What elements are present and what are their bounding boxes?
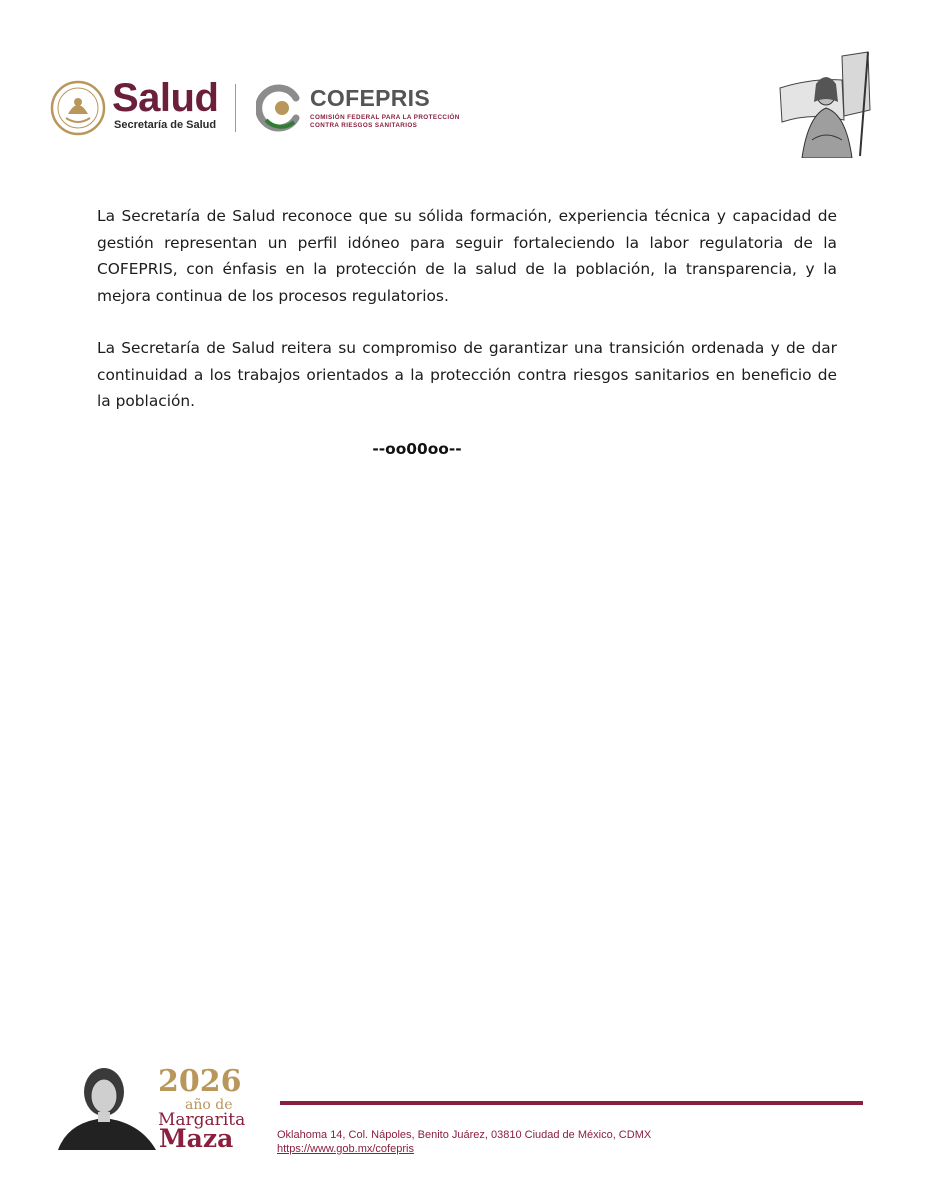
- cofepris-subtitle-line2: CONTRA RIESGOS SANITARIOS: [310, 122, 418, 129]
- year-number: 2026: [158, 1064, 242, 1099]
- woman-with-flag-illustration: [772, 50, 876, 158]
- margarita-maza-portrait: [58, 1060, 158, 1150]
- closing-mark: --oo00oo--: [372, 440, 462, 458]
- cofepris-title: COFEPRIS: [310, 85, 430, 111]
- statement-body: [97, 203, 837, 441]
- footer-address: Oklahoma 14, Col. Nápoles, Benito Juárez, 03810 Ciudad de México, CDMX: [277, 1129, 652, 1141]
- cofepris-logo-icon: [256, 84, 304, 132]
- salud-subtitle: Secretaría de Salud: [114, 119, 217, 131]
- header-divider: [235, 84, 236, 132]
- letterhead: [0, 0, 927, 170]
- year-caption: año de: [185, 1097, 233, 1113]
- paragraph-commitment: La Secretaría de Salud reitera su compromiso de garantizar una transición ordenada y de dar continuidad a los trabajos orientados a la protección contra riesgos sanitarios en beneficio de la población.: [97, 339, 837, 410]
- footer-divider: [280, 1101, 863, 1105]
- year-name-last: Maza: [159, 1124, 234, 1153]
- cofepris-subtitle-line1: COMISIÓN FEDERAL PARA LA PROTECCIÓN: [310, 114, 460, 121]
- salud-title: Salud: [112, 76, 219, 120]
- paragraph-recognition: La Secretaría de Salud reconoce que su sólida formación, experiencia técnica y capacidad de gestión representan un perfil idóneo para seguir fortaleciendo la labor regulatoria de la COFEPRIS, con énfasis en la protección de la salud de la población, la transparencia, y la mejora continua de los procesos regulatorios.: [97, 207, 837, 305]
- footer-website-link[interactable]: https://www.gob.mx/cofepris: [277, 1143, 414, 1155]
- national-seal-icon: [50, 80, 106, 136]
- year-name-first: Margarita: [158, 1110, 246, 1130]
